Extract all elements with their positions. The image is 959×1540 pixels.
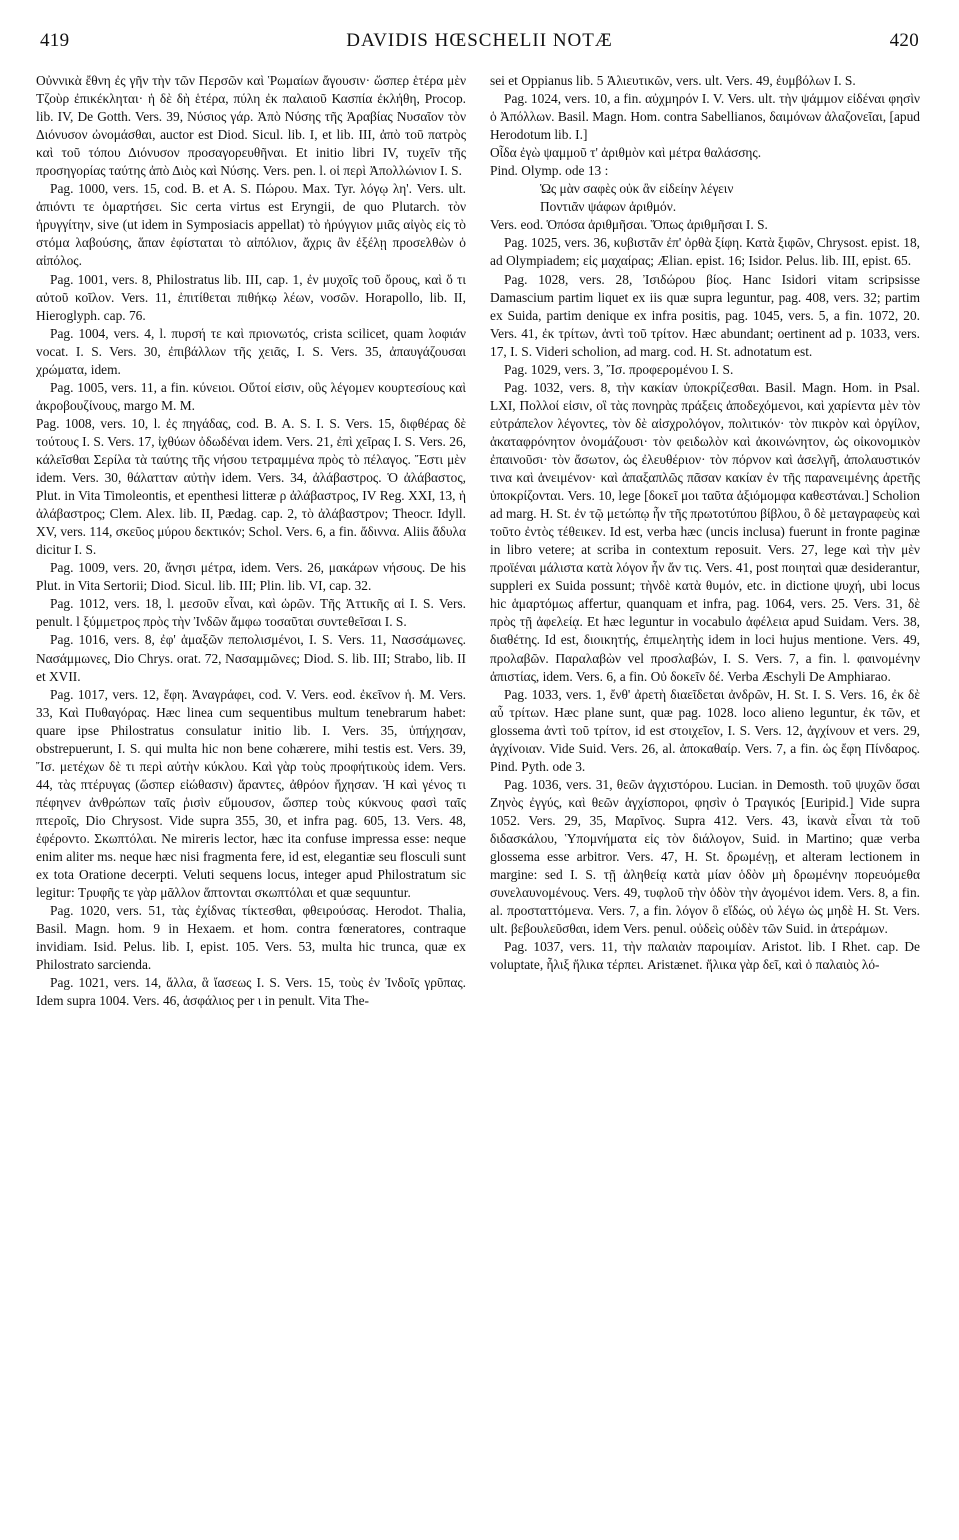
right-column-paragraph: Pag. 1033, vers. 1, ἔνθ' ἀρετὴ διαεῖδεται ἀνδρῶν, H. St. I. S. Vers. 16, ἐκ δὲ αὖ τρίτων. Hæc plane sunt, quæ pag. 1028. loco alieno leguntur, ἐκ τῶν, et glossema ἀντὶ τοῦ τρίτον, id est στοιχεῖον, I. S. Vers. 12, ἀγχίνουν et vers. 29, ἀγχίνοιαν. Vide Suid. Vers. 26, al. ἀποκαθαίρ. Vers. 7, a fin. ὡς ἔφη Πίνδαρος. Pind. Pyth. ode 3.	[490, 686, 920, 774]
right-column-paragraph: Pag. 1032, vers. 8, τὴν κακίαν ὑποκρίζεσθαι. Basil. Magn. Hom. in Psal. LXI, Πολλοί εἰσιν, οἳ τὰς πονηρὰς πράξεις ἀποδεχόμενοι, καὶ χαρίεντα μὲν τὸν εὐτράπελον λέγοντες, τὸν δὲ αἰσχρολόγον, πολιτικόν· τὸν πικρὸν καὶ ὀργίλον, ἀκαταφρόνητον ὀνομάζουσι· τὸν φειδωλὸν καὶ ἀκοινώνητον, ὡς οἰκονομικὸν ἐπαινοῦσι· τὸν ἄσωτον, ὡς ἐλευθέριον· τὸν πόρνον καὶ ἀσελγῆ, ἀπολαυστικόν τινα καὶ ἀνειμένον· καὶ ἁπαξαπλῶς πᾶσαν κακίαν ἐν τῆς παρανειμένης ἀρετῆς ὑποκρίζονται. Vers. 10, lege [δοκεῖ μοι ταῦτα ἀξιόμομφα καθεστάναι.] Scholion ad marg. H. St. ἐν τῷ μετώπῳ ἦν τῆς πρωτοτύπου βίβλου, ὃ δὲ μεταγραφεὺς καὶ τοῦτο ἐντὸς τέθεικεν. Id est, verba hæc (uncis inclusa) fuerunt in fronte paginæ in libro vetere; at scriba in contextum reposuit. Vers. 27, lege καὶ τὴν μὲν προϊέναι μάλιστα κατὰ λόγον ἦν ἄν τις. Vers. 41, post ποιηταὶ quæ desiderantur, suppleri ex Suida possunt; τὴνδὲ κατὰ θυμόν, etc. in dictione ψυχή, ubi locus hic ἁμαρτόμως affertur, quanquam et infra, pag. 1064, vers. 25. Vers. 31, δὲ πρὸς τῇ ἀφελείᾳ. Et hæc leguntur in vocabulo ἀφέλεια apud Suidam. Vers. 38, διαθέτης. Id est, διοικητής, ἐπιμελητὴς idem in loci hujus mentione. Vers. 49, προλαβῶν. Παραλαβὼν vel προσλαβών, I. S. Vers. 7, a fin. l. φαινομένην ἀπιστίας, idem. Vers. 6, a fin. Οὐ δοκεῖν δέ. Verba Æschyli De Amphiarao.	[490, 379, 920, 684]
left-column-paragraph: Pag. 1008, vers. 10, l. ἐς πηγάδας, cod. B. A. S. I. S. Vers. 15, διφθέρας δὲ τούτους I. S. Vers. 17, ἰχθύων ὀδωδέναι idem. Vers. 21, ἐπὶ χεῖρας I. S. Vers. 26, κάλεῖσθαι Σερίλα τὰ ταύτης τῆς νήσου τετραμμένα πρὸς τὸ πέλαγος. Ἔστι μὲν idem. Vers. 30, θάλατταν αὐτὴν idem. Vers. 34, ἀλάβαστρος. Ὁ ἀλάβαστος, Plut. in Vita Timoleontis, et epenthesi litteræ ρ ἀλάβαστρος, IV Reg. XXI, 13, ἡ ἀλάβαστρος; Clem. Alex. lib. II, Pædag. cap. 2, τὸ ἀλάβαστρον; Theocr. Idyll. XV, vers. 114, σκεῦος μύρου δεκτικόν; Schol. Vers. 6, a fin. ἄδιννα. Aliis ἄδυλα dicitur I. S.	[36, 415, 466, 558]
right-column-paragraph: Οἶδα ἐγὼ ψαμμοῦ τ' ἀριθμὸν καὶ μέτρα θαλάσσης.	[490, 145, 762, 161]
left-column-paragraph: Pag. 1001, vers. 8, Philostratus lib. III, cap. 1, ἐν μυχοῖς τοῦ ὄρους, καὶ ὅ τι αὐτοῦ κοῖλον. Vers. 11, ἐπιτίθεται πιθήκῳ λέων, νοσῶν. Horapollo, lib. II, Hieroglyph. cap. 76.	[36, 271, 466, 323]
left-column-paragraph: Pag. 1004, vers. 4, l. πυρσή τε καὶ πριονωτός, crista scilicet, quam λοφιάν vocat. I. S. Vers. 30, ἐπιβάλλων τῆς χειᾶς, I. S. Vers. 35, ἀπαυγάζουσαι χρώματα, idem.	[36, 325, 466, 377]
right-column-paragraph: Pag. 1037, vers. 11, τὴν παλαιὰν παροιμίαν. Aristot. lib. I Rhet. cap. De voluptate, ἧλιξ ἥλικα τέρπει. Aristænet. ἥλικα γὰρ δεῖ, καὶ ὁ παλαιὸς λό-	[490, 939, 920, 973]
right-column-paragraph: Pag. 1024, vers. 10, a fin. αὐχμηρόν I. V. Vers. ult. τὴν ψάμμον εἰδέναι φησὶν ὁ Ἀπόλλων. Basil. Magn. Hom. contra Sabellianos, δαιμόνων ἀλαζονεῖαι, [apud Herodotum lib. I.]	[490, 91, 920, 143]
right-column	[490, 72, 920, 1522]
left-column-paragraph: Pag. 1016, vers. 8, ἐφ' ἁμαξῶν πεπολισμένοι, I. S. Vers. 11, Νασσάμωνες. Νασάμμωνες, Dio Chrys. orat. 72, Νασαμμῶνες; Diod. S. lib. III; Strabo, lib. II et XVII.	[36, 632, 466, 684]
right-column-paragraph: Vers. eod. Ὁπόσα ἀριθμῆσαι. Ὅπως ἀριθμῆσαι I. S.	[490, 217, 768, 233]
left-column	[36, 72, 466, 1522]
right-column-paragraph: Ὡς μὰν σαφὲς οὐκ ἂν εἰδείην λέγειν	[540, 181, 734, 197]
left-page-number: 419	[40, 30, 70, 51]
left-column-paragraph: Pag. 1012, vers. 18, l. μεσοῦν εἶναι, καὶ ὡρῶν. Τῆς Ἀττικῆς αἱ I. S. Vers. penult. l ξύμμετρος πρὸς τὴν Ἰνδῶν ἄμφω τοσαῦται συντεθεῖσαι I. S.	[36, 596, 466, 630]
right-column-paragraph: Pag. 1036, vers. 31, θεῶν ἀγχιστόρου. Lucian. in Demosth. τοῦ ψυχῶν ὅσαι Ζηνὸς ἐγγύς, καὶ θεῶν ἀγχίσποροι, φησὶν ὁ Τραγικός [Euripid.] Vide supra 1052. Vers. 29, 35, Μαρῖνος. Supra 412. Vers. 43, ἱκανὰ εἶναι τὰ τοῦ διδασκάλου, Ὑπομνήματα εἰς τὸν διάλογον, Suid. in Martino; quæ verba glossema esse arbitror. Vers. 47, H. St. δρωμένῃ, et alteram lectionem in margine: sed I. S. τῇ ἀληθείᾳ κατὰ μίαν ὁδὸν μὴ δρωμένην πορευόμεθα συνελαυνομένους. Vers. 49, τυφλοῦ τὴν ὁδὸν τὴν ἀγομένοι idem. Vers. 8, a fin. al. προσταττόμενα. Vers. 7, a fin. λόγον ὃ εἴδώς, οὐ λέγω ὡς μηδὲ H. St. Vers. ult. βεβουλεῦσθαι, idem Vers. penul. οὐδεὶς οὐδὲν τῶν Suid. in ἀτεράμων.	[490, 776, 920, 937]
left-column-paragraph: Pag. 1020, vers. 51, τὰς ἐχίδνας τίκτεσθαι, φθειρούσας. Herodot. Thalia, Basil. Magn. hom. 9 in Hexaem. et hom. contra fœneratores, contraque invidiam. Isid. Pelus. lib. I, epist. 105. Vers. 53, multa hic trunca, quæ ex Philostrato sarcienda.	[36, 903, 466, 973]
text-columns	[36, 72, 923, 1522]
left-column-paragraph: Pag. 1009, vers. 20, ἄνησι μέτρα, idem. Vers. 26, μακάρων νήσους. De his Plut. in Vita Sertorii; Diod. Sicul. lib. III; Plin. lib. VI, cap. 32.	[36, 560, 466, 594]
left-column-paragraph: Pag. 1005, vers. 11, a fin. κύνειοι. Οὕτοί εἰσιν, οὓς λέγομεν κουρτεσίους καὶ ἀκροβουζίνους, margo M. M.	[36, 379, 466, 413]
left-column-paragraph: Pag. 1000, vers. 15, cod. B. et A. S. Πώρου. Max. Tyr. λόγῳ λη'. Vers. ult. ἀπιόντι τε ὁμαρτήσει. Sic certa virtus est Eryngii, de quo Plutarch. τὸν ἠρυγγίτην, sive (ut idem in Symposiacis appellat) τὸ ἠρύγγιον μιᾶς αἰγὸς εἰς τὸ στόμα λαβούσης, ἅπαν ἐφίσταται τὸ αἰπόλιον, ἄχρις ἂν ἐξέλῃ προσελθὼν ὁ αἰπόλος.	[36, 181, 466, 269]
left-column-paragraph: Οὐννικὰ ἔθνη ἐς γῆν τὴν τῶν Περσῶν καὶ Ῥωμαίων ἄγουσιν· ὥσπερ ἑτέρα μὲν Τζοὺρ ἐπικέκληται· ἡ δὲ δὴ ἑτέρα, πύλη ἐκ παλαιοῦ Κασπία ἐκλήθη, Procop. lib. IV, De Gotth. Vers. 39, Νύσιος γάρ. Ἀπὸ Νύσης τῆς Ἀραβίας Νυσαῖον τὸν Διόνυσον ὠνομάσθαι, auctor est Diod. Sicul. lib. I, et lib. III, ἀπὸ τοῦ πατρὸς καὶ τοῦ τόπου Διόνυσον προσαγορευθῆναι. Et initio libri IV, τυχεῖν τῆς προσηγορίας ταύτης ἀπὸ Διὸς καὶ Νύσης. Vers. pen. l. οἱ περὶ Ἀπολλώνιον I. S.	[36, 73, 466, 179]
right-column-paragraph: Pind. Olymp. ode 13 :	[490, 163, 609, 179]
page-header	[40, 30, 919, 60]
right-column-paragraph: Pag. 1029, vers. 3, Ἴσ. προφερομένου I. S.	[504, 361, 734, 377]
right-column-paragraph: Pag. 1025, vers. 36, κυβιστᾶν ἐπ' ὀρθὰ ξίφη. Κατὰ ξιφῶν, Chrysost. epist. 18, ad Olympiadem; εἰς μαχαίρας; Ælian. epist. 16; Isidor. Pelus. lib. III, epist. 65.	[490, 235, 920, 269]
right-column-paragraph: Ποντιᾶν ψάφων ἀριθμόν.	[540, 199, 677, 215]
running-title: DAVIDIS HŒSCHELII NOTÆ	[346, 30, 613, 51]
right-column-paragraph: Pag. 1028, vers. 28, Ἰσιδώρου βίος. Hanc Isidori vitam scripsisse Damascium partim liquet ex iis quæ supra leguntur, pag. 408, vers. 32; partim ex Suida, partim denique ex infra positis, pag. 1045, vers. 5, a fin. 1072, 20. Vers. 41, ἐκ τρίτων, ἀντὶ τοῦ τρίτον. Hæc abundant; oertinent ad p. 1033, vers. 17, I. S. Videri scholion, ad marg. cod. H. St. adnotatum est.	[490, 271, 920, 359]
right-page-number: 420	[889, 30, 919, 51]
right-column-paragraph: sei et Oppianus lib. 5 Ἁλιευτικῶν, vers. ult. Vers. 49, ἐυμβόλων I. S.	[490, 73, 856, 88]
left-column-paragraph: Pag. 1021, vers. 14, ἄλλα, ἃ ἴασεως I. S. Vers. 15, τοὺς ἐν Ἰνδοῖς γρῦπας. Idem supra 1004. Vers. 46, ἀσφάλιος per ι in penult. Vita The-	[36, 975, 466, 1009]
left-column-paragraph: Pag. 1017, vers. 12, ἔφη. Ἀναγράφει, cod. V. Vers. eod. ἐκεῖνον ἡ. M. Vers. 33, Καὶ Πυθαγόρας. Hæc linea cum sequentibus multum tenebrarum habet: quare ipse Philostratus consulatur initio lib. I. Vers. 35, ὑπήχησαν, obstrepuerunt, I. S. qui multa hic non bene cohærere, mihi testis est. Vers. 39, Ἴσ. μετέχων δὲ τι περὶ αὐτὴν κύκλου. Καὶ γὰρ τοὺς προφήτικοὺς idem. Vers. 44, τὰς πτέρυγας (ὥσπερ εἰώθασιν) ἄραντες, ἀθρόον ἤχησαν. Ἡ καὶ γένος τι πέφηνεν ἀνθρώπων ταῖς ῥισὶν εὔμουσον, ὥσπερ τοὺς κύκνους φασὶ ταῖς πτεροῖς, Dio Chrysost. Vide supra 355, 30, et infra pag. 605, 13. Vers. 48, ἐφέροντο. Σκωπτόλαι. Ne mireris lector, hæc ita confuse impressa esse: neque enim aliter ms. neque hæc nisi fragmenta fere, id est, elegantiæ seu flosculi sunt ex tota Oratione decerpti. Veluti sequens locus, integer apud Philostratum sic legitur: Τρυφῆς τε γὰρ μᾶλλον ἅπτονται σκωπτόλαι et quæ sequuntur.	[36, 686, 466, 901]
